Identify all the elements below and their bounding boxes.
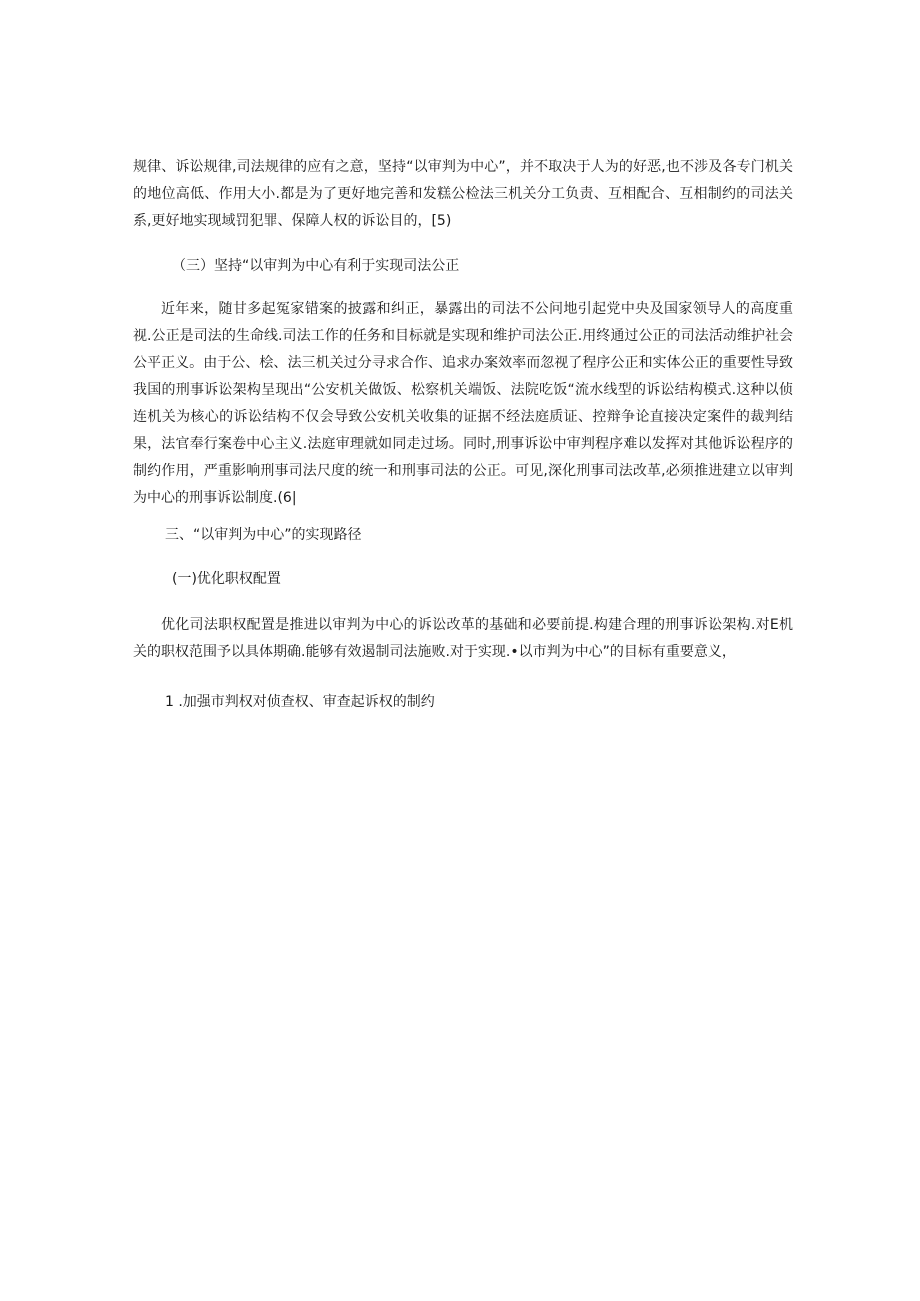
paragraph-judicial-law: 规律、诉讼规律,司法规律的应有之意，坚持“以审判为中心”，并不取决于人为的好恶,也不涉及各专门机关的地位高低、作用大小.都是为了更好地完善和发糕公检法三机关分工负责、互相配合、互相制约的司法关系,更好地实现域罚犯罪、保障人权的诉讼目的，[5) [133,159,793,229]
item-heading-strengthen-trial-power: 1 .加强市判权对侦查权、审查起诉权的制约 [165,694,435,710]
paragraph-recent-years: 近年来，随甘多起冤家错案的披露和纠正，暴露出的司法不公问地引起党中央及国家领导人的高度重视.公正是司法的生命线.司法工作的任务和目标就是实现和维护司法公正.用终通过公正的司法活动维护社会公平正义。由于公、桧、法三机关过分寻求合作、追求办案效率而忽视了程序公正和实体公正的重要性导致我国的刑事诉讼架构呈现出“公安机关做饭、松察机关端饭、法院吃饭“流水线型的诉讼结构模式.这种以侦连机关为核心的诉讼结构不仅会导致公安机关收集的证据不经法庭质证、控辩争论直接决定案件的裁判结果，法官奉行案卷中心主义.法庭审理就如同走过场。同时,刑事诉讼中审判程序难以发挥对其他诉讼程序的制约作用，严重影响刑事司法尺度的统一和刑事司法的公正。可见,深化刑事司法改革,必须推进建立以审判为中心的刑事诉讼制度.(6| [133,301,793,506]
paragraph-optimize-judicial-power: 优化司法职权配置是推进以审判为中心的诉讼改革的基础和必要前提.构建合理的刑事诉讼架构.对E机关的职权范围予以具体期确.能够有效遏制司法施败.对于实现.•以市判为中心”的目标有重要意义， [133,617,793,660]
section-heading-implementation-path: 三、“以审判为中心”的实现路径 [165,527,362,543]
subsection-heading-optimize-power: (一)优化职权配置 [172,571,281,587]
section-heading-judicial-fairness: （三）坚持“以审判为中心有利于实现司法公正 [172,258,460,274]
